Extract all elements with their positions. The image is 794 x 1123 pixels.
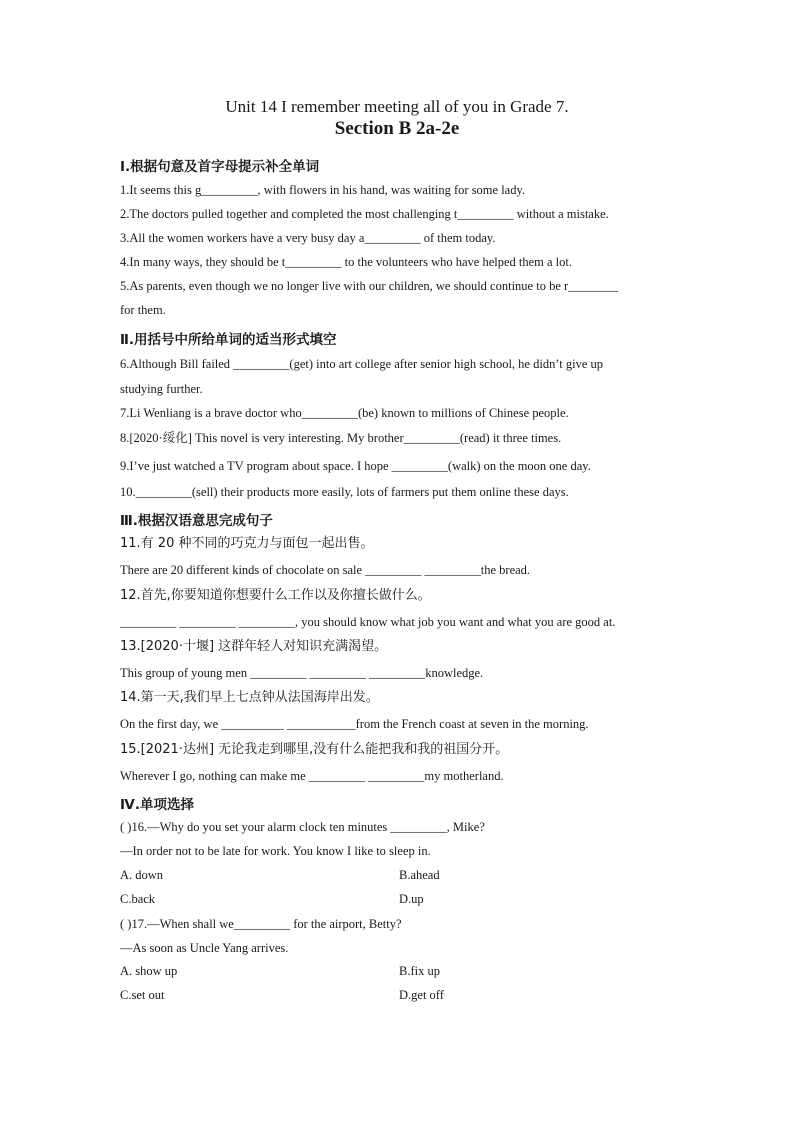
question-16: ( )16.—Why do you set your alarm clock ten minutes _________, Mike? bbox=[120, 820, 485, 834]
option-17-c: C.set out bbox=[120, 988, 165, 1002]
question-14-english: On the first day, we __________ ___________from the French coast at seven in the morning. bbox=[120, 717, 589, 731]
question-15-chinese: 15.[2021·达州] 无论我走到哪里,没有什么能把我和我的祖国分开。 bbox=[120, 742, 509, 757]
question-12-chinese: 12.首先,你要知道你想要什么工作以及你擅长做什么。 bbox=[120, 588, 431, 603]
question-1: 1.It seems this g_________, with flowers in his hand, was waiting for some lady. bbox=[120, 183, 526, 197]
section-heading-2: Ⅱ.用括号中所给单词的适当形式填空 bbox=[120, 332, 337, 348]
option-17-b: B.fix up bbox=[399, 964, 440, 978]
question-11-english: There are 20 different kinds of chocolate on sale _________ _________the bread. bbox=[120, 563, 531, 577]
question-11-chinese: 11.有 20 种不同的巧克力与面包一起出售。 bbox=[120, 536, 374, 551]
unit-title: Unit 14 I remember meeting all of you in Grade 7. bbox=[225, 97, 569, 116]
question-6: 6.Although Bill failed _________(get) into art college after senior high school, he didn’t give up bbox=[120, 357, 604, 371]
option-17-a: A. show up bbox=[120, 964, 178, 978]
question-3: 3.All the women workers have a very busy day a_________ of them today. bbox=[120, 231, 496, 245]
question-12-english: _________ _________ _________, you should know what job you want and what you are good at. bbox=[120, 615, 616, 629]
question-4: 4.In many ways, they should be t_________ to the volunteers who have helped them a lot. bbox=[120, 255, 572, 269]
question-5-continued: for them. bbox=[120, 303, 166, 317]
question-8: 8.[2020·绥化] This novel is very interesting. My brother_________(read) it three times. bbox=[120, 431, 562, 445]
option-16-b: B.ahead bbox=[399, 868, 440, 882]
question-15-english: Wherever I go, nothing can make me _________ _________my motherland. bbox=[120, 769, 504, 783]
question-16-reply: —In order not to be late for work. You know I like to sleep in. bbox=[120, 844, 431, 858]
option-16-c: C.back bbox=[120, 892, 156, 906]
section-title: Section B 2a-2e bbox=[334, 118, 460, 139]
option-16-a: A. down bbox=[120, 868, 164, 882]
question-9: 9.I’ve just watched a TV program about space. I hope _________(walk) on the moon one day. bbox=[120, 459, 591, 473]
question-10: 10._________(sell) their products more easily, lots of farmers put them online these days. bbox=[120, 485, 569, 499]
question-7: 7.Li Wenliang is a brave doctor who_________(be) known to millions of Chinese people. bbox=[120, 406, 569, 420]
question-14-chinese: 14.第一天,我们早上七点钟从法国海岸出发。 bbox=[120, 690, 379, 705]
option-17-d: D.get off bbox=[399, 988, 444, 1002]
section-heading-4: Ⅳ.单项选择 bbox=[120, 797, 194, 813]
question-6-continued: studying further. bbox=[120, 382, 203, 396]
question-2: 2.The doctors pulled together and completed the most challenging t_________ without a mistake. bbox=[120, 207, 609, 221]
question-13-chinese: 13.[2020·十堰] 这群年轻人对知识充满渴望。 bbox=[120, 639, 388, 654]
option-16-d: D.up bbox=[399, 892, 424, 906]
section-heading-3: Ⅲ.根据汉语意思完成句子 bbox=[120, 513, 273, 529]
question-17: ( )17.—When shall we_________ for the airport, Betty? bbox=[120, 917, 402, 931]
section-heading-1: Ⅰ.根据句意及首字母提示补全单词 bbox=[120, 159, 320, 175]
question-13-english: This group of young men _________ _________ _________knowledge. bbox=[120, 666, 484, 680]
question-5: 5.As parents, even though we no longer live with our children, we should continue to be r________ bbox=[120, 279, 619, 293]
question-17-reply: —As soon as Uncle Yang arrives. bbox=[120, 941, 289, 955]
